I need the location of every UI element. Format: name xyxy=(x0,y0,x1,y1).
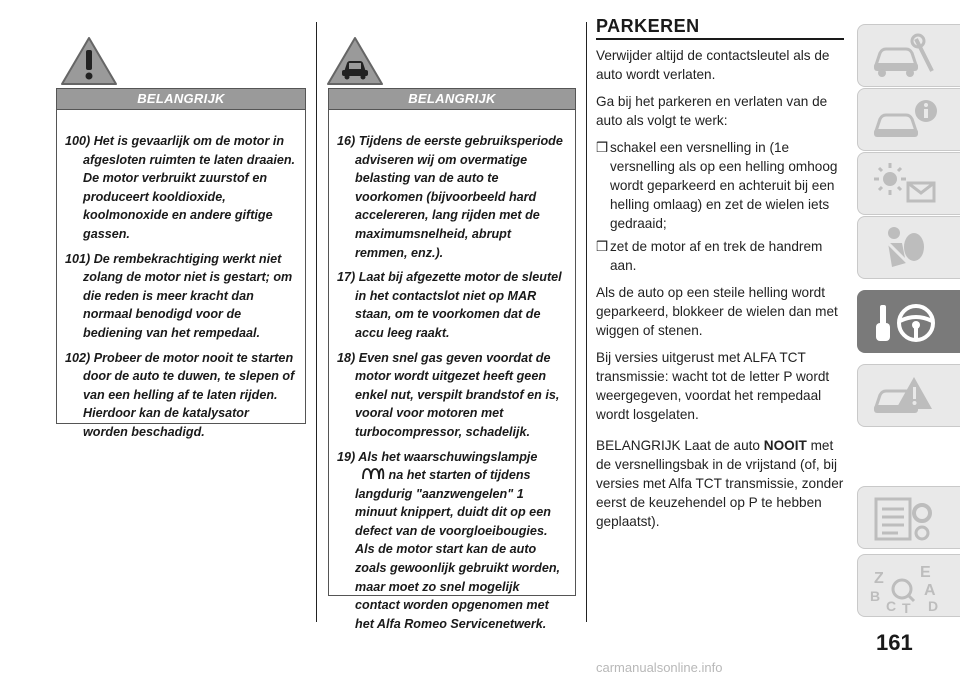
watermark: carmanualsonline.info xyxy=(596,660,723,675)
tab-airbag[interactable] xyxy=(857,216,960,279)
bullet-text: schakel een versnelling in (1e versnelling als op een helling omhoog wordt geparkeerd en achteruit bij een helling omlaag) en zet de wielen iets gedraaid; xyxy=(610,140,838,231)
warning-item-rest: na het starten of tijdens langdurig "aanzwengelen" 1 minuut knippert, duidt dit op een defect van de voorgloeibougies. Als de motor start kan de auto zoals gewoonlijk gebruikt worden, maar moet zo snel mogelijk contact worden opgenomen met het Alfa Romeo Servicenetwerk. xyxy=(355,468,561,631)
tab-emergency[interactable] xyxy=(857,364,960,427)
box-body xyxy=(329,110,575,633)
car-info-icon xyxy=(870,95,940,145)
checkbox-bullet-icon: ❒ xyxy=(596,140,609,155)
paragraph: Ga bij het parkeren en verlaten van de auto als volgt te werk: xyxy=(596,94,828,128)
title-rule xyxy=(596,38,844,40)
warning-item xyxy=(337,448,567,634)
emphasis: NOOIT xyxy=(763,438,807,453)
page-number: 161 xyxy=(876,630,913,655)
warning-item: 16) Tijdens de eerste gebruiksperiode adviseren wij om overmatige belasting van de auto te voorkomen (bijvoorbeeld hard accelereren, lang rijden met de maximumsnelheid, abrupt remmen, enz.). xyxy=(337,134,563,260)
tab-car-info[interactable] xyxy=(857,88,960,151)
bullet-item xyxy=(596,237,846,275)
tab-index[interactable] xyxy=(857,554,960,617)
paragraph-part: met de versnellingsbak in de vrijstand (of, bij versies met Alfa TCT transmissie, zonder eerst de keuzehendel op P te hebben geplaatst). xyxy=(596,438,844,529)
index-letter: Z xyxy=(874,570,884,587)
paragraph xyxy=(596,436,846,531)
paragraph: Verwijder altijd de contactsleutel als de auto wordt verlaten. xyxy=(596,48,830,82)
warning-triangle-car-icon xyxy=(326,36,384,86)
column-divider xyxy=(586,22,587,622)
index-letter: C xyxy=(886,598,897,614)
index-letter: B xyxy=(870,588,881,604)
index-letters-icon xyxy=(870,561,940,615)
paragraph: Als de auto op een steile helling wordt geparkeerd, blokkeer de wielen dan met wiggen of stenen. xyxy=(596,285,838,338)
warning-triangle-icon xyxy=(60,36,118,86)
tab-starting-driving[interactable] xyxy=(857,290,960,353)
box-body xyxy=(57,110,305,442)
car-accident-icon xyxy=(870,371,940,421)
index-letter: E xyxy=(920,564,931,581)
paragraph-part: BELANGRIJK Laat de auto xyxy=(596,438,764,453)
key-steering-wheel-icon xyxy=(870,297,940,347)
maintenance-list-icon xyxy=(870,493,940,543)
warning-light-icon xyxy=(870,159,940,209)
tab-car-tools[interactable] xyxy=(857,24,960,87)
index-letter: T xyxy=(902,600,911,615)
box-header: BELANGRIJK xyxy=(329,89,575,110)
middle-warning-box xyxy=(328,88,576,631)
index-letter: D xyxy=(928,598,939,614)
warning-item: 18) Even snel gas geven voordat de motor wordt uitgezet heeft geen enkel nut, verspilt brandstof en is, vooral voor motoren met turbocompressor, schadelijk. xyxy=(337,350,560,439)
bullet-item xyxy=(596,138,846,233)
bullet-text: zet de motor af en trek de handrem aan. xyxy=(610,239,823,273)
index-letter: A xyxy=(924,582,936,599)
warning-item: 17) Laat bij afgezette motor de sleutel in het contactslot niet op MAR staan, om te voorkomen dat de accu leeg raakt. xyxy=(337,270,562,340)
section-body xyxy=(596,46,846,539)
car-tools-icon xyxy=(870,31,940,81)
section-title: PARKEREN xyxy=(596,16,700,36)
warning-item: 102) Probeer de motor nooit te starten door de auto te duwen, te slepen of van een helling af te laten rijden. Hierdoor kan de katalysator worden beschadigd. xyxy=(65,350,295,439)
glow-plug-lamp-icon xyxy=(361,467,385,481)
warning-item-prefix: 19) Als het waarschuwingslampje xyxy=(337,449,538,464)
warning-item: 100) Het is gevaarlijk om de motor in afgesloten ruimten te laten draaien. De motor verbruikt zuurstof en produceert kooldioxide, koolmonoxide en andere giftige gassen. xyxy=(65,134,296,241)
box-header: BELANGRIJK xyxy=(57,89,305,110)
airbag-icon xyxy=(870,223,940,273)
tab-warning-lights[interactable] xyxy=(857,152,960,215)
warning-item: 101) De rembekrachtiging werkt niet zolang de motor niet is gestart; om die reden is meer kracht dan normaal benodigd voor de bediening van het rempedaal. xyxy=(65,251,293,340)
column-divider xyxy=(316,22,317,622)
checkbox-bullet-icon: ❒ xyxy=(596,239,609,254)
paragraph: Bij versies uitgerust met ALFA TCT transmissie: wacht tot de letter P wordt weergegeven, voordat het rempedaal wordt losgelaten. xyxy=(596,350,830,422)
left-warning-box xyxy=(56,88,306,439)
tab-maintenance[interactable] xyxy=(857,486,960,549)
